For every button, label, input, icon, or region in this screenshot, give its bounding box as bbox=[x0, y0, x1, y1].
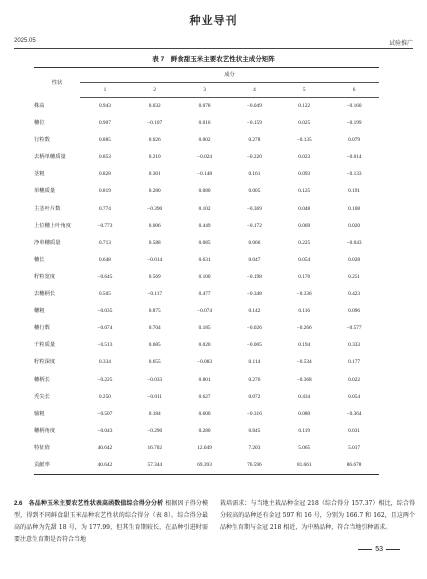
loading-value: 0.102 bbox=[198, 205, 211, 212]
trait-name: 轴粗 bbox=[34, 410, 45, 417]
loading-value: 0.054 bbox=[298, 256, 311, 263]
table-row bbox=[34, 440, 379, 457]
loading-value: −0.513 bbox=[97, 342, 113, 349]
loading-value: 0.704 bbox=[148, 325, 161, 332]
table-row bbox=[34, 423, 379, 440]
loading-value: −0.049 bbox=[246, 103, 262, 109]
loading-value: −0.005 bbox=[246, 342, 262, 349]
trait-name: 特征值 bbox=[34, 444, 50, 451]
loading-value: 0.276 bbox=[248, 376, 261, 383]
loading-value: −0.074 bbox=[197, 308, 213, 315]
loading-value: −0.225 bbox=[97, 376, 113, 383]
loading-value: 0.122 bbox=[298, 103, 311, 109]
component-index: 2 bbox=[130, 83, 180, 98]
table-row bbox=[34, 406, 379, 423]
loading-value: −0.083 bbox=[197, 359, 213, 366]
loading-value: −0.033 bbox=[147, 376, 163, 383]
loading-value: 0.423 bbox=[348, 291, 361, 298]
loading-value: 81.661 bbox=[279, 457, 329, 475]
loading-value: 0.774 bbox=[98, 205, 111, 212]
loading-value: 40.642 bbox=[97, 444, 113, 451]
table-row bbox=[34, 115, 379, 132]
principal-component-matrix bbox=[34, 67, 379, 475]
loading-value: 0.031 bbox=[348, 427, 361, 434]
loading-value: 0.142 bbox=[248, 308, 261, 315]
trait-name: 穗柄角度 bbox=[34, 427, 56, 434]
loading-value: 0.449 bbox=[198, 222, 211, 229]
table-row bbox=[34, 166, 379, 183]
loading-value: 0.333 bbox=[348, 342, 361, 349]
loading-value: 0.079 bbox=[348, 137, 361, 144]
loading-value: 0.655 bbox=[148, 359, 161, 366]
loading-value: 0.020 bbox=[198, 342, 211, 349]
loading-value: 0.685 bbox=[148, 342, 161, 349]
loading-value: 0.022 bbox=[348, 376, 361, 383]
loading-value: 0.119 bbox=[298, 427, 311, 434]
loading-value: 0.627 bbox=[198, 393, 211, 400]
loading-value: 0.600 bbox=[198, 410, 211, 417]
table-row bbox=[34, 252, 379, 269]
loading-value: 0.185 bbox=[198, 325, 211, 332]
loading-value: 0.023 bbox=[298, 154, 311, 161]
loading-value: 0.002 bbox=[198, 137, 211, 144]
loading-value: 69.393 bbox=[180, 457, 230, 475]
table-row bbox=[34, 389, 379, 406]
loading-value: 0.020 bbox=[348, 222, 361, 229]
loading-value: 0.210 bbox=[148, 154, 161, 161]
loading-value: 0.093 bbox=[298, 171, 311, 178]
loading-value: 0.434 bbox=[298, 393, 311, 400]
trait-name: 籽粒深度 bbox=[34, 359, 56, 366]
trait-name: 籽粒宽度 bbox=[34, 273, 56, 280]
table-row bbox=[34, 201, 379, 218]
loading-value: −0.390 bbox=[147, 205, 163, 212]
loading-value: 0.170 bbox=[298, 273, 311, 280]
loading-value: −0.368 bbox=[296, 376, 312, 383]
loading-value: 86.678 bbox=[329, 457, 379, 475]
loading-value: 0.280 bbox=[148, 188, 161, 195]
loading-value: 0.100 bbox=[198, 273, 211, 280]
table-row bbox=[34, 286, 379, 303]
loading-value: 0.066 bbox=[248, 239, 261, 246]
loading-value: 5.065 bbox=[298, 444, 311, 451]
loading-value: 0.026 bbox=[148, 137, 161, 144]
component-index: 3 bbox=[180, 83, 230, 98]
trait-name: 穗柄长 bbox=[34, 376, 50, 383]
trait-name: 秃尖长 bbox=[34, 393, 50, 400]
component-index: 5 bbox=[279, 83, 329, 98]
loading-value: 0.713 bbox=[98, 239, 111, 246]
table-row bbox=[34, 218, 379, 235]
section-heading: 2.6 各品种玉米主要农艺性状表高函数值综合得分分析 bbox=[14, 501, 164, 507]
table-body bbox=[34, 98, 379, 475]
loading-value: −0.577 bbox=[346, 325, 362, 332]
loading-value: 0.943 bbox=[98, 103, 111, 109]
loading-value: 0.125 bbox=[298, 188, 311, 195]
loading-value: 0.005 bbox=[248, 188, 261, 195]
table-row bbox=[34, 149, 379, 166]
body-paragraph-left: 根据因子得分模型，得到不同鲜食甜玉米品种农艺性状的综合得分（表 8）。综合得分最高的品种为先甜 18 号，为 177.99，但其生育期较长，在品种引进时需要注意生育期是否符合当地 bbox=[14, 500, 208, 543]
loading-value: 0.875 bbox=[148, 308, 161, 315]
table-row bbox=[34, 320, 379, 337]
trait-name: 穗长 bbox=[34, 256, 45, 263]
loading-value: 0.184 bbox=[148, 410, 161, 417]
loading-value: 0.250 bbox=[98, 393, 111, 400]
loading-value: 0.648 bbox=[98, 256, 111, 263]
loading-value: −0.369 bbox=[246, 205, 262, 212]
loading-value: 40.642 bbox=[80, 457, 130, 475]
loading-value: −0.024 bbox=[197, 154, 213, 161]
component-group-header: 成分 bbox=[80, 68, 379, 83]
loading-value: 0.177 bbox=[348, 359, 361, 366]
component-index: 6 bbox=[329, 83, 379, 98]
table-row bbox=[34, 98, 379, 116]
loading-value: 0.108 bbox=[348, 205, 361, 212]
component-index: 1 bbox=[80, 83, 130, 98]
table-caption: 表 7 鲜食甜玉米主要农艺性状主成分矩阵 bbox=[152, 56, 275, 63]
column-name: 试验推广 bbox=[388, 41, 413, 47]
trait-name: 净单穗质量 bbox=[34, 239, 61, 246]
trait-name: 上位穗上叶角度 bbox=[34, 222, 72, 229]
table-row bbox=[34, 132, 379, 149]
loading-value: 0.025 bbox=[298, 120, 311, 127]
trait-name: 穗粗 bbox=[34, 308, 45, 315]
loading-value: 0.631 bbox=[198, 256, 211, 263]
loading-value: −0.316 bbox=[246, 410, 262, 417]
loading-value: −0.035 bbox=[97, 308, 113, 315]
loading-value: 0.161 bbox=[248, 171, 261, 178]
loading-value: 76.596 bbox=[229, 457, 279, 475]
loading-value: 0.069 bbox=[298, 222, 311, 229]
page-number: 53 bbox=[355, 546, 403, 553]
table-row bbox=[34, 269, 379, 286]
table-row bbox=[34, 457, 379, 475]
loading-value: −0.014 bbox=[147, 256, 163, 263]
loading-value: 0.016 bbox=[198, 120, 211, 127]
table-row bbox=[34, 354, 379, 371]
loading-value: −0.290 bbox=[147, 427, 163, 434]
loading-value: −0.159 bbox=[246, 120, 262, 127]
loading-value: 0.828 bbox=[98, 171, 111, 178]
body-text-left bbox=[14, 498, 208, 546]
loading-value: −0.198 bbox=[246, 273, 262, 280]
loading-value: −0.364 bbox=[346, 410, 362, 417]
body-text-right: 栽培需求；与当地主栽品种金冠 218（综合得分 157.37）相比，综合得分较高的品种还有金冠 597 和 16 号，分别为 166.7 和 162，且这两个品种生育期与金冠 218 相近，为中熟品种，符合当地引种需求。 bbox=[220, 500, 415, 531]
loading-value: −0.336 bbox=[296, 291, 312, 298]
loading-value: −0.266 bbox=[296, 325, 312, 332]
loading-value: 0.334 bbox=[98, 359, 111, 366]
loading-value: 0.505 bbox=[98, 291, 111, 298]
loading-value: −0.773 bbox=[97, 222, 113, 229]
loading-value: 0.096 bbox=[348, 308, 361, 315]
component-index-row bbox=[34, 83, 379, 98]
loading-value: 0.194 bbox=[298, 342, 311, 349]
trait-name: 千粒质量 bbox=[34, 342, 56, 349]
loading-value: −0.534 bbox=[296, 359, 312, 366]
loading-value: −0.043 bbox=[97, 427, 113, 434]
loading-value: 0.569 bbox=[148, 273, 161, 280]
loading-value: 0.114 bbox=[248, 359, 261, 366]
loading-value: 0.251 bbox=[348, 273, 361, 280]
trait-name: 穗位 bbox=[34, 120, 45, 127]
loading-value: −0.117 bbox=[147, 291, 163, 298]
loading-value: 0.054 bbox=[348, 393, 361, 400]
loading-value: 0.278 bbox=[248, 137, 261, 144]
loading-value: 0.032 bbox=[148, 103, 161, 109]
trait-name: 去柄单穗质量 bbox=[34, 154, 66, 161]
component-index: 4 bbox=[229, 83, 279, 98]
trait-name: 株高 bbox=[34, 102, 45, 109]
table-row bbox=[34, 303, 379, 320]
loading-value: 0.047 bbox=[248, 256, 261, 263]
loading-value: −0.645 bbox=[97, 273, 113, 280]
loading-value: 0.907 bbox=[98, 120, 111, 127]
loading-value: −0.348 bbox=[246, 291, 262, 298]
loading-value: 0.885 bbox=[98, 137, 111, 144]
loading-value: −0.172 bbox=[246, 222, 262, 229]
issue-number: 2025.05 bbox=[14, 38, 36, 44]
loading-value: 0.116 bbox=[298, 308, 311, 315]
loading-value: −0.220 bbox=[246, 154, 262, 161]
loading-value: 0.588 bbox=[148, 239, 161, 246]
loading-value: 0.048 bbox=[298, 205, 311, 212]
loading-value: 0.072 bbox=[248, 393, 261, 400]
loading-value: −0.148 bbox=[197, 171, 213, 178]
loading-value: 0.280 bbox=[198, 427, 211, 434]
table-row bbox=[34, 235, 379, 252]
loading-value: 0.028 bbox=[348, 256, 361, 263]
table-row bbox=[34, 372, 379, 389]
loading-value: 0.225 bbox=[298, 239, 311, 246]
trait-name: 穗行数 bbox=[34, 325, 50, 332]
table-row bbox=[34, 337, 379, 354]
trait-name: 茎粗 bbox=[34, 171, 45, 178]
loading-value: −0.026 bbox=[246, 325, 262, 332]
loading-value: 5.017 bbox=[348, 444, 361, 451]
journal-title: 种业导刊 bbox=[189, 14, 238, 27]
loading-value: −0.135 bbox=[296, 137, 312, 144]
page-header bbox=[14, 2, 413, 49]
loading-value: −0.160 bbox=[346, 103, 362, 109]
loading-value: 16.702 bbox=[147, 444, 163, 451]
loading-value: 0.477 bbox=[198, 291, 211, 298]
loading-value: 12.049 bbox=[197, 444, 212, 451]
table-row bbox=[34, 183, 379, 200]
loading-value: 0.078 bbox=[198, 103, 211, 109]
loading-value: 0.853 bbox=[98, 154, 111, 161]
loading-value: −0.133 bbox=[346, 171, 362, 178]
trait-name: 行粒数 bbox=[34, 137, 50, 144]
loading-value: 7.203 bbox=[248, 444, 261, 451]
loading-value: 57.344 bbox=[130, 457, 180, 475]
trait-name: 贡献率 bbox=[34, 457, 80, 475]
loading-value: 0.085 bbox=[198, 239, 211, 246]
loading-value: −0.507 bbox=[97, 410, 113, 417]
header-rule bbox=[14, 48, 413, 49]
loading-value: −0.107 bbox=[147, 120, 163, 127]
loading-value: −0.014 bbox=[346, 154, 362, 161]
trait-column-header: 性状 bbox=[34, 68, 80, 98]
loading-value: 0.191 bbox=[348, 188, 361, 195]
trait-name: 主茎叶片数 bbox=[34, 205, 61, 212]
loading-value: 0.301 bbox=[148, 171, 161, 178]
loading-value: 0.080 bbox=[298, 410, 311, 417]
trait-name: 去穗柄长 bbox=[34, 291, 56, 298]
loading-value: 0.080 bbox=[198, 188, 211, 195]
loading-value: 0.819 bbox=[98, 188, 111, 195]
loading-value: 0.006 bbox=[148, 222, 161, 229]
loading-value: −0.199 bbox=[346, 120, 362, 127]
loading-value: 0.845 bbox=[248, 427, 261, 434]
loading-value: −0.074 bbox=[97, 325, 113, 332]
loading-value: −0.011 bbox=[147, 393, 163, 400]
table-header-row bbox=[34, 68, 379, 83]
trait-name: 单穗质量 bbox=[34, 188, 56, 195]
loading-value: −0.043 bbox=[346, 239, 362, 246]
loading-value: 0.801 bbox=[198, 376, 211, 383]
